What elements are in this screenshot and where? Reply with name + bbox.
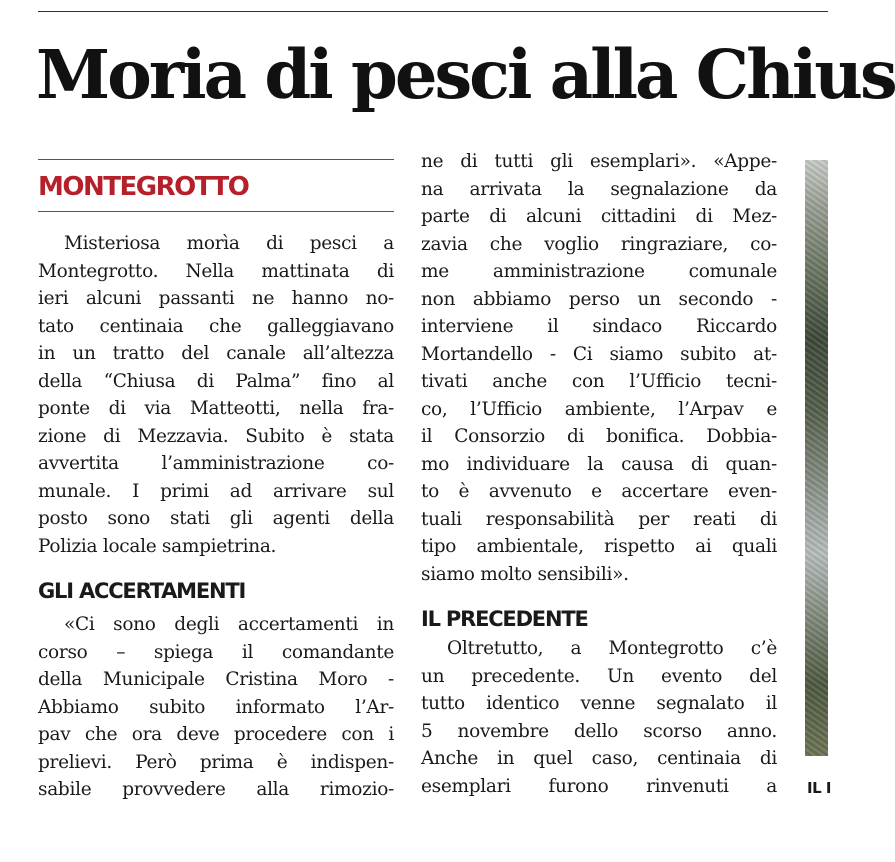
text-line: tutto identico venne segnalato il — [421, 693, 777, 714]
subhead-accertamenti: GLI ACCERTAMENTI — [38, 579, 246, 603]
text-line: ponte di via Matteotti, nella fra- — [38, 398, 394, 419]
text-line: tivati anche con l’Ufficio tecni- — [421, 371, 777, 392]
text-line: un precedente. Un evento del — [421, 665, 777, 687]
kicker-rule-bottom — [38, 211, 394, 212]
text-line: Misteriosa morìa di pesci a — [64, 233, 394, 254]
text-line: Abbiamo subito informato l’Ar- — [38, 696, 394, 718]
text-line: ne di tutti gli esemplari». «Appe- — [421, 151, 777, 172]
text-line: sabile provvedere alla rimozio- — [38, 779, 394, 800]
text-line: na arrivata la segnalazione da — [421, 178, 777, 200]
text-line: posto sono stati gli agenti della — [38, 508, 394, 529]
kicker: MONTEGROTTO — [38, 172, 249, 202]
photo-caption: IL I — [807, 779, 831, 797]
subhead-precedente: IL PRECEDENTE — [421, 607, 588, 631]
text-line: co, l’Ufficio ambiente, l’Arpav e — [421, 398, 777, 420]
text-line: tato centinaia che galleggiavano — [38, 315, 394, 337]
text-line: il Consorzio di bonifica. Dobbia- — [421, 426, 777, 447]
text-line: della “Chiusa di Palma” fino al — [38, 370, 394, 392]
text-line: Anche in quel caso, centinaia di — [421, 748, 777, 769]
text-line: to è avvenuto e accertare even- — [421, 481, 777, 502]
paragraph-intro — [38, 230, 394, 560]
text-line: mo individuare la causa di quan- — [421, 453, 777, 475]
text-line: interviene il sindaco Riccardo — [421, 316, 777, 337]
text-line: non abbiamo perso un secondo - — [421, 288, 777, 310]
paragraph-precedente — [421, 635, 777, 800]
paragraph-accertamenti — [38, 611, 394, 804]
text-line: ieri alcuni passanti ne hanno no- — [38, 288, 394, 309]
text-line: zione di Mezzavia. Subito è stata — [38, 425, 394, 447]
text-line: parte di alcuni cittadini di Mez- — [421, 206, 777, 227]
text-line: tipo ambientale, rispetto ai quali — [421, 536, 777, 557]
text-line: corso – spiega il comandante — [38, 641, 394, 663]
paragraph-sindaco — [421, 148, 777, 588]
text-line: siamo molto sensibili». — [421, 563, 629, 585]
text-line: avvertita l’amministrazione co- — [38, 453, 394, 474]
text-line: me amministrazione comunale — [421, 261, 777, 282]
text-line: Polizia locale sampietrina. — [38, 535, 277, 557]
headline: Moria di pesci alla Chius — [36, 35, 895, 114]
text-line: Montegrotto. Nella mattinata di — [38, 260, 394, 282]
top-rule — [38, 11, 828, 12]
text-line: della Municipale Cristina Moro - — [38, 669, 394, 690]
text-line: pav che ora deve procedere con i — [38, 724, 394, 745]
text-line: zavia che voglio ringraziare, co- — [421, 233, 777, 255]
text-line: «Ci sono degli accertamenti in — [64, 614, 394, 635]
text-line: Oltretutto, a Montegrotto c’è — [447, 638, 777, 659]
text-line: prelievi. Però prima è indispen- — [38, 751, 394, 773]
article-photo-texture — [805, 160, 828, 756]
text-line: Mortandello - Ci siamo subito at- — [421, 343, 777, 365]
text-line: munale. I primi ad arrivare sul — [38, 480, 394, 502]
text-line: 5 novembre dello scorso anno. — [421, 720, 777, 742]
kicker-rule-top — [38, 159, 394, 160]
text-line: esemplari furono rinvenuti a — [421, 775, 777, 797]
text-line: in un tratto del canale all’altezza — [38, 343, 394, 364]
text-line: tuali responsabilità per reati di — [421, 508, 777, 530]
